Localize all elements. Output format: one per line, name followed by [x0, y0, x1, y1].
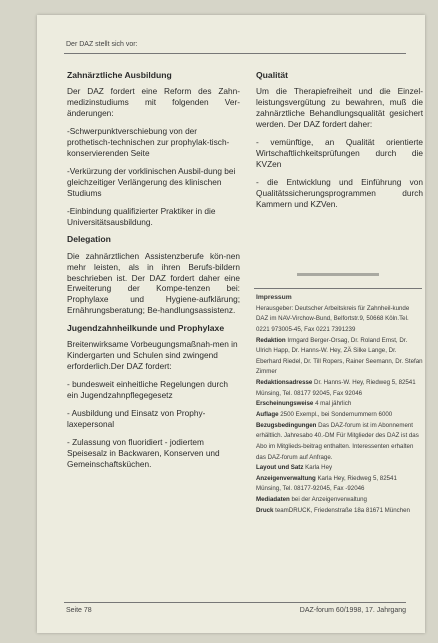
paragraph: Breitenwirksame Vorbeugungsmaßnah-men in Kindergarten und Schulen sind zwingend erforderlich.Der DAZ fordert:	[67, 339, 238, 372]
impressum-title: Impressum	[256, 294, 292, 301]
list-item: -Einbindung qualifizierter Praktiker in die Universitätsausbildung.	[67, 205, 216, 227]
heading-delegation: Delegation	[67, 234, 111, 245]
impressum-anzeigen: Anzeigenverwaltung Karla Hey, Riedweg 5, 82541 Münsing, Tel. 08177-92045, Fax -92046	[256, 474, 397, 493]
footer-rule	[64, 602, 406, 603]
impressum-adresse: Redaktionsadresse Dr. Hanns-W. Hey, Riedweg 5, 82541 Münsing, Tel. 08177 92045, Fax 92046	[256, 379, 416, 397]
heading-ausbildung: Zahnärztliche Ausbildung	[67, 70, 172, 80]
running-head: Der DAZ stellt sich vor:	[66, 41, 138, 48]
list-item: - Zulassung von fluoridiert - jodiertem Speisesalz in Backwaren, Konserven und Gemeinschaftsküchen.	[67, 437, 220, 469]
issue-info: DAZ-forum 60/1998, 17. Jahrgang	[299, 607, 406, 614]
heading-jugendzahnheilkunde: Jugendzahnheilkunde und Prophylaxe	[67, 323, 225, 334]
impressum-block	[256, 292, 423, 516]
impressum-mediadaten: Mediadaten bei der Anzeigenverwaltung	[256, 496, 367, 504]
impressum-rule	[254, 288, 422, 289]
paragraph: Um die Therapiefreiheit und die Einzel-leistungsvergütung zu bewahren, muß die zahnärztliche Behandlungsqualität gesichert werden. Der DAZ fordert daher:	[256, 86, 423, 129]
list-item: - die Entwicklung und Einführung von Qualitätssicherungsprogrammen durch Kammern und KZVen.	[256, 176, 423, 209]
list-item: -Schwerpunktverschiebung von der prothetisch-technischen zur prophylak-tisch-konservierenden Seite	[67, 125, 230, 158]
impressum-auflage: Auflage 2500 Exempl., bei Sondernummern 6000	[256, 411, 393, 418]
impressum-druck: Druck teamDRUCK, Friedenstraße 18a 81671 München	[256, 506, 410, 514]
heading-qualitaet: Qualität	[256, 70, 288, 80]
right-column	[256, 70, 423, 217]
impressum-redaktion: Redaktion Irmgard Berger-Orsag, Dr. Roland Ernst, Dr. Ulrich Happ, Dr. Hanns-W. Hey, ZÄ Silke Lange, Dr. Eberhard Riedel, Dr. Till Ropers, Rainer Seemann, Dr. Stefan Zimmer	[256, 336, 423, 376]
paragraph: Der DAZ fordert eine Reform des Zahn-medizinstudiums mit folgenden Ver-änderungen:	[67, 86, 240, 119]
list-item: -Verkürzung der vorklinischen Ausbil-dung bei gleichzeitiger Verlängerung des klinischen Studiums	[67, 165, 236, 198]
list-item: - bundesweit einheitliche Regelungen durch ein Jugendzahnpflegegesetz	[67, 379, 228, 401]
paragraph: Die zahnärztlichen Assistenzberufe kön-nen mehr leisten, als in ihren Berufs-bildern beschrieben ist. Der DAZ fordert daher eine Erweiterung der Kompe-tenzen bei: Prophylaxe und Hygiene-aufklärung; Ernährungsberatung; Be-handlungsassistenz.	[67, 250, 240, 316]
impressum-layout: Layout und Satz Karla Hey	[256, 464, 333, 472]
list-item: - Ausbildung und Einsatz von Prophy-laxepersonal	[67, 408, 206, 430]
page-number: Seite 78	[66, 607, 92, 614]
header-rule	[64, 53, 406, 54]
document-page	[37, 15, 425, 633]
impressum-erscheinung: Erscheinungsweise 4 mal jährlich	[256, 400, 352, 408]
list-item: - vemünftige, an Qualität orientierte Wirtschaftlichkeitsprüfungen durch die KVZen	[256, 136, 423, 169]
impressum-bezug: Bezugsbedingungen Das DAZ-forum ist im Abonnement erhältlich. Jahresabo 40.-DM Für Mitglieder des DAZ ist das Abo im Mitglieds-beitrag enthalten. Interessenten erhalten das DAZ-forum auf Anfrage.	[256, 421, 419, 461]
left-column	[67, 70, 240, 477]
separator-bar	[297, 273, 379, 276]
impressum-herausgeber: Herausgeber: Deutscher Arbeitskreis für Zahnheil-kunde DAZ im NAV-Virchow-Bund, Belfortstr.9, 50668 Köln.Tel. 0221 973005-45, Fax 0221 7391239	[256, 304, 410, 333]
